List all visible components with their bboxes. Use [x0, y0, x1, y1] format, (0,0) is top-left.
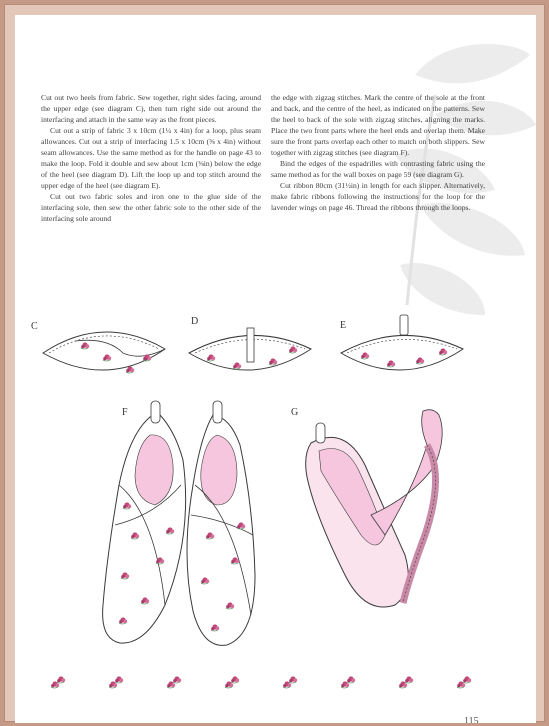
- diagram-label-f: F: [122, 407, 128, 418]
- diagram-label-c: C: [31, 321, 38, 332]
- diagram-label-e: E: [340, 320, 347, 331]
- sewing-diagrams: [15, 15, 536, 723]
- rose-motif: [283, 676, 297, 688]
- paragraph: Cut ribbon 80cm (31½in) in length for each slipper. Alternatively, make fabric ribbons following the instructions for the loop for the lavender wings on page 46. Thread the ribbons through the loops.: [271, 181, 485, 212]
- rose-motif: [399, 676, 413, 688]
- paragraph: Bind the edges of the espadrilles with contrasting fabric using the same method as for the wall boxes on page 59 (see diagram G).: [271, 159, 485, 179]
- rose-motif: [167, 676, 181, 688]
- rose-motif: [341, 676, 355, 688]
- diagram-f-slipper-left: [103, 401, 186, 643]
- decorative-rose-border: [43, 670, 513, 700]
- rose-motif: [457, 676, 471, 688]
- paragraph: Cut out two fabric soles and iron one to the glue side of the interfacing sole, then sew the other fabric sole to the other side of the interfacing sole around: [41, 192, 261, 223]
- diagram-g-bound-slipper-with-ribbon: [306, 410, 443, 607]
- paragraph: Cut out a strip of fabric 3 x 10cm (1¼ x 4in) for a loop, plus seam allowances. Cut out a strip of interfacing 1.5 x 10cm (⅝ x 4in) without seam allowances. Use the same method as for the handle on page 43 to make the loop. Fold it double and sew about 1cm (⅜in) below the edge of the heel (see diagram D). Lift the loop up and top stitch around the upper edge of the heel (see diagram E).: [41, 126, 261, 190]
- diagram-label-g: G: [291, 407, 299, 418]
- paragraph: the edge with zigzag stitches. Mark the centre of the sole at the front and back, and the centre of the heel, as indicated on the patterns. Sew the heel to back of the sole with zigzag stitches, aligning the marks. Place the two front parts where the heel ends and overlap them. Make sure the front parts overlap each other to match on both slippers. Sew together with zigzag stitches (see diagram F).: [271, 93, 485, 157]
- diagram-f-slipper-right: [187, 401, 255, 645]
- rose-motif: [51, 676, 65, 688]
- diagram-c-heel: [43, 332, 165, 373]
- paragraph: Cut out two heels from fabric. Sew together, right sides facing, around the upper edge (see diagram C), then turn right side out around the interfacing and attach in the same way as the front pieces.: [41, 93, 261, 124]
- diagram-e-heel-loop-up: [341, 315, 463, 370]
- diagram-d-heel-with-loop: [189, 328, 311, 370]
- page-frame: [4, 4, 545, 722]
- rose-motif: [225, 676, 239, 688]
- rose-motif: [109, 676, 123, 688]
- book-page: [15, 15, 536, 723]
- diagram-label-d: D: [191, 316, 199, 327]
- page-number: 115: [464, 716, 479, 723]
